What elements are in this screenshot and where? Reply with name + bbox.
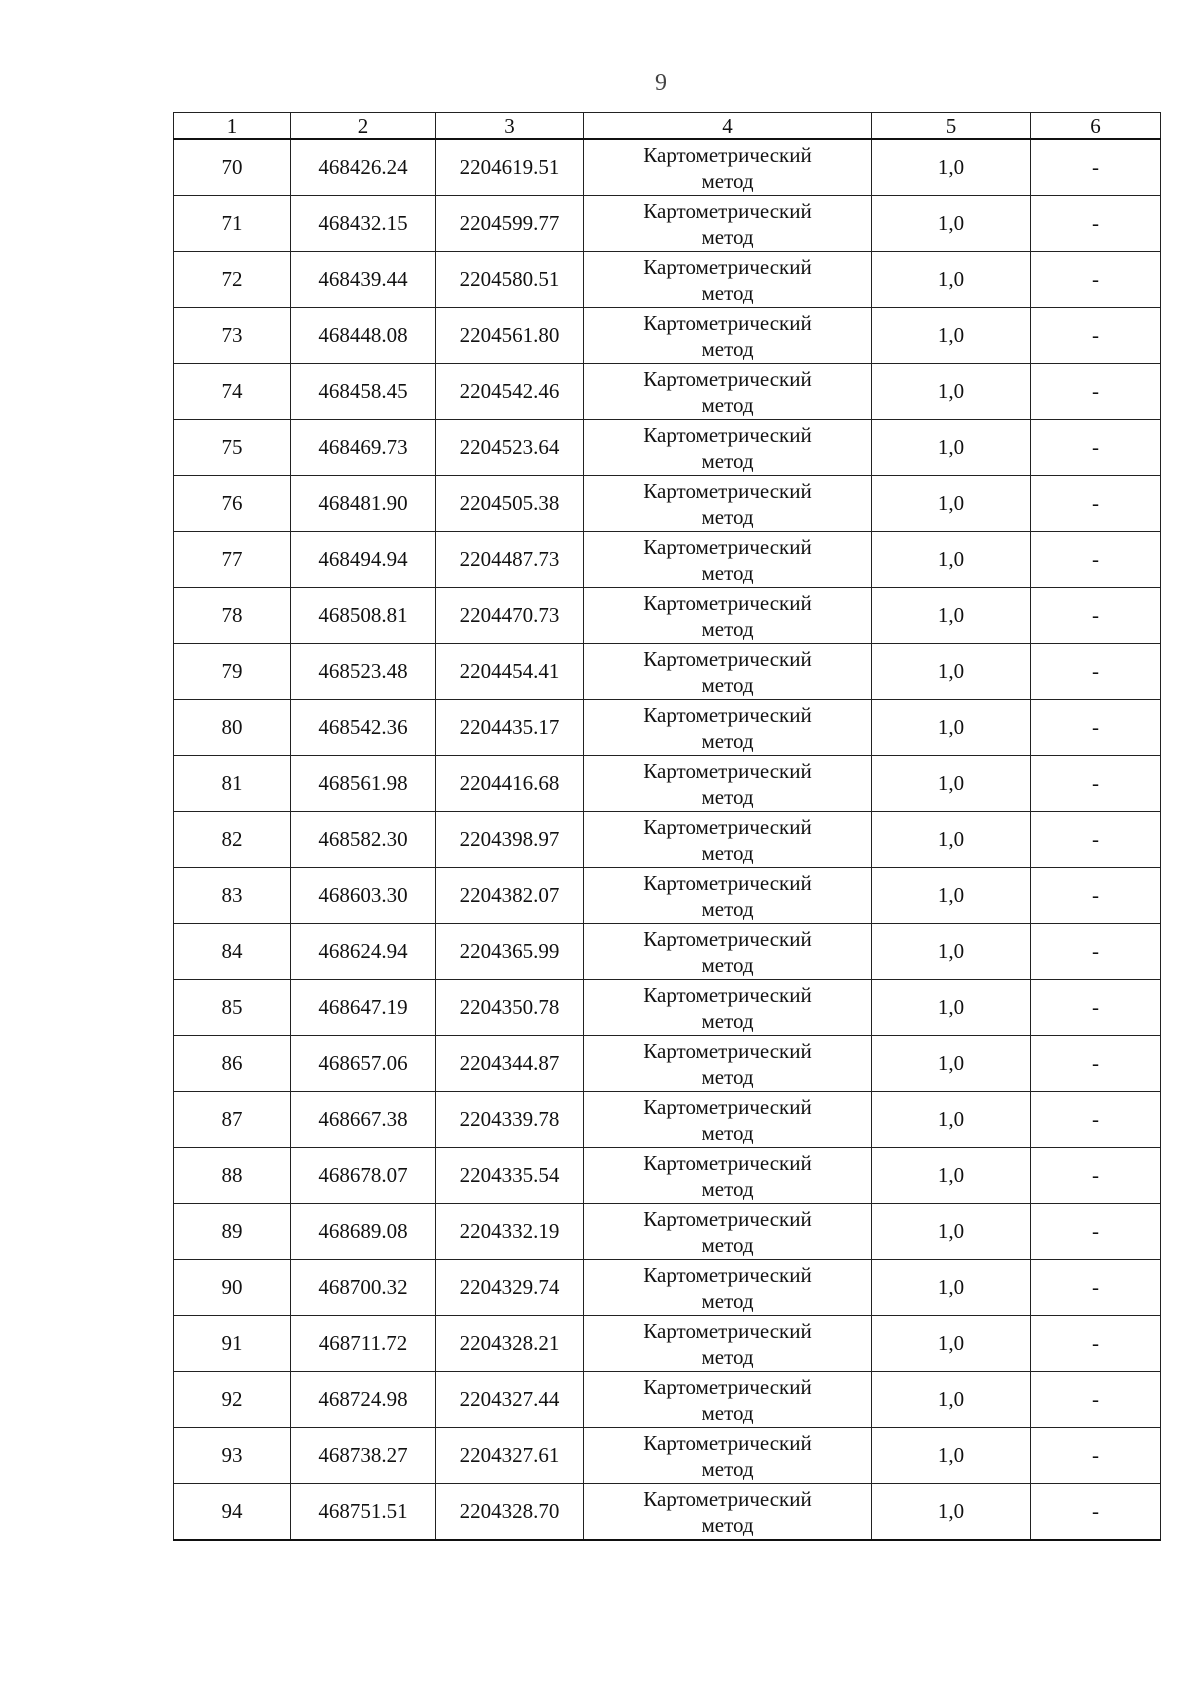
method-line-1: Картометрический <box>643 422 812 447</box>
point-number-cell: 92 <box>174 1372 291 1428</box>
method-line-2: метод <box>701 1176 754 1201</box>
x-coordinate-cell: 468439.44 <box>291 252 436 308</box>
method-line-1: Картометрический <box>643 926 812 951</box>
description-cell: - <box>1031 980 1161 1036</box>
point-number-cell: 74 <box>174 364 291 420</box>
table-row <box>174 420 1161 476</box>
method-cell <box>584 588 872 644</box>
table-row <box>174 1148 1161 1204</box>
y-coordinate-cell: 2204561.80 <box>436 308 584 364</box>
point-number-cell: 84 <box>174 924 291 980</box>
method-line-1: Картометрический <box>643 310 812 335</box>
method-cell <box>584 1372 872 1428</box>
x-coordinate-cell: 468582.30 <box>291 812 436 868</box>
x-coordinate-cell: 468738.27 <box>291 1428 436 1484</box>
accuracy-cell: 1,0 <box>872 1148 1031 1204</box>
y-coordinate-cell: 2204382.07 <box>436 868 584 924</box>
method-cell <box>584 1316 872 1372</box>
y-coordinate-cell: 2204599.77 <box>436 196 584 252</box>
method-line-2: метод <box>701 952 754 977</box>
x-coordinate-cell: 468542.36 <box>291 700 436 756</box>
description-cell: - <box>1031 700 1161 756</box>
description-cell: - <box>1031 252 1161 308</box>
x-coordinate-cell: 468481.90 <box>291 476 436 532</box>
y-coordinate-cell: 2204328.21 <box>436 1316 584 1372</box>
table-row <box>174 139 1161 196</box>
column-header: 5 <box>872 113 1031 140</box>
method-cell <box>584 1484 872 1541</box>
x-coordinate-cell: 468751.51 <box>291 1484 436 1541</box>
accuracy-cell: 1,0 <box>872 756 1031 812</box>
description-cell: - <box>1031 644 1161 700</box>
method-line-1: Картометрический <box>643 870 812 895</box>
table-row <box>174 1372 1161 1428</box>
y-coordinate-cell: 2204327.61 <box>436 1428 584 1484</box>
accuracy-cell: 1,0 <box>872 364 1031 420</box>
description-cell: - <box>1031 1316 1161 1372</box>
table-row <box>174 1316 1161 1372</box>
table-row <box>174 308 1161 364</box>
method-line-2: метод <box>701 672 754 697</box>
accuracy-cell: 1,0 <box>872 1316 1031 1372</box>
y-coordinate-cell: 2204328.70 <box>436 1484 584 1541</box>
y-coordinate-cell: 2204350.78 <box>436 980 584 1036</box>
point-number-cell: 70 <box>174 139 291 196</box>
table-row <box>174 1484 1161 1541</box>
method-cell <box>584 700 872 756</box>
y-coordinate-cell: 2204398.97 <box>436 812 584 868</box>
y-coordinate-cell: 2204327.44 <box>436 1372 584 1428</box>
accuracy-cell: 1,0 <box>872 1092 1031 1148</box>
point-number-cell: 82 <box>174 812 291 868</box>
description-cell: - <box>1031 1204 1161 1260</box>
method-cell <box>584 196 872 252</box>
x-coordinate-cell: 468426.24 <box>291 139 436 196</box>
description-cell: - <box>1031 1092 1161 1148</box>
x-coordinate-cell: 468667.38 <box>291 1092 436 1148</box>
accuracy-cell: 1,0 <box>872 1484 1031 1541</box>
point-number-cell: 85 <box>174 980 291 1036</box>
method-line-1: Картометрический <box>643 1206 812 1231</box>
x-coordinate-cell: 468508.81 <box>291 588 436 644</box>
method-line-1: Картометрический <box>643 1038 812 1063</box>
method-line-2: метод <box>701 1344 754 1369</box>
x-coordinate-cell: 468700.32 <box>291 1260 436 1316</box>
x-coordinate-cell: 468523.48 <box>291 644 436 700</box>
method-line-2: метод <box>701 1120 754 1145</box>
description-cell: - <box>1031 476 1161 532</box>
accuracy-cell: 1,0 <box>872 980 1031 1036</box>
method-line-1: Картометрический <box>643 1318 812 1343</box>
method-line-1: Картометрический <box>643 142 812 167</box>
accuracy-cell: 1,0 <box>872 588 1031 644</box>
method-line-2: метод <box>701 224 754 249</box>
description-cell: - <box>1031 1372 1161 1428</box>
method-line-2: метод <box>701 1512 754 1537</box>
table-row <box>174 1260 1161 1316</box>
point-number-cell: 90 <box>174 1260 291 1316</box>
method-line-1: Картометрический <box>643 814 812 839</box>
method-line-1: Картометрический <box>643 478 812 503</box>
method-cell <box>584 420 872 476</box>
y-coordinate-cell: 2204416.68 <box>436 756 584 812</box>
method-cell <box>584 1428 872 1484</box>
method-line-1: Картометрический <box>643 534 812 559</box>
method-line-2: метод <box>701 392 754 417</box>
y-coordinate-cell: 2204470.73 <box>436 588 584 644</box>
y-coordinate-cell: 2204335.54 <box>436 1148 584 1204</box>
accuracy-cell: 1,0 <box>872 812 1031 868</box>
column-header: 6 <box>1031 113 1161 140</box>
accuracy-cell: 1,0 <box>872 476 1031 532</box>
table-row <box>174 588 1161 644</box>
y-coordinate-cell: 2204523.64 <box>436 420 584 476</box>
point-number-cell: 87 <box>174 1092 291 1148</box>
table-header-row <box>174 113 1161 140</box>
method-line-2: метод <box>701 1232 754 1257</box>
description-cell: - <box>1031 868 1161 924</box>
x-coordinate-cell: 468657.06 <box>291 1036 436 1092</box>
accuracy-cell: 1,0 <box>872 1372 1031 1428</box>
method-cell <box>584 1148 872 1204</box>
point-number-cell: 94 <box>174 1484 291 1541</box>
column-header: 1 <box>174 113 291 140</box>
x-coordinate-cell: 468494.94 <box>291 532 436 588</box>
description-cell: - <box>1031 812 1161 868</box>
accuracy-cell: 1,0 <box>872 1204 1031 1260</box>
method-line-1: Картометрический <box>643 1094 812 1119</box>
method-line-2: метод <box>701 728 754 753</box>
table-row <box>174 1204 1161 1260</box>
table-row <box>174 1092 1161 1148</box>
x-coordinate-cell: 468647.19 <box>291 980 436 1036</box>
table-row <box>174 476 1161 532</box>
method-line-1: Картометрический <box>643 982 812 1007</box>
x-coordinate-cell: 468561.98 <box>291 756 436 812</box>
method-cell <box>584 644 872 700</box>
accuracy-cell: 1,0 <box>872 252 1031 308</box>
x-coordinate-cell: 468448.08 <box>291 308 436 364</box>
method-cell <box>584 364 872 420</box>
description-cell: - <box>1031 139 1161 196</box>
point-number-cell: 81 <box>174 756 291 812</box>
y-coordinate-cell: 2204435.17 <box>436 700 584 756</box>
method-line-2: метод <box>701 1288 754 1313</box>
description-cell: - <box>1031 1484 1161 1541</box>
method-cell <box>584 980 872 1036</box>
method-cell <box>584 139 872 196</box>
y-coordinate-cell: 2204365.99 <box>436 924 584 980</box>
method-cell <box>584 812 872 868</box>
table-row <box>174 756 1161 812</box>
method-line-2: метод <box>701 896 754 921</box>
description-cell: - <box>1031 196 1161 252</box>
y-coordinate-cell: 2204487.73 <box>436 532 584 588</box>
method-cell <box>584 476 872 532</box>
method-line-1: Картометрический <box>643 366 812 391</box>
y-coordinate-cell: 2204619.51 <box>436 139 584 196</box>
x-coordinate-cell: 468724.98 <box>291 1372 436 1428</box>
table-row <box>174 364 1161 420</box>
x-coordinate-cell: 468711.72 <box>291 1316 436 1372</box>
method-line-2: метод <box>701 616 754 641</box>
x-coordinate-cell: 468624.94 <box>291 924 436 980</box>
method-line-2: метод <box>701 1008 754 1033</box>
table-row <box>174 196 1161 252</box>
accuracy-cell: 1,0 <box>872 868 1031 924</box>
table-row <box>174 252 1161 308</box>
point-number-cell: 80 <box>174 700 291 756</box>
description-cell: - <box>1031 364 1161 420</box>
accuracy-cell: 1,0 <box>872 308 1031 364</box>
accuracy-cell: 1,0 <box>872 420 1031 476</box>
y-coordinate-cell: 2204580.51 <box>436 252 584 308</box>
method-cell <box>584 252 872 308</box>
table-row <box>174 812 1161 868</box>
point-number-cell: 78 <box>174 588 291 644</box>
point-number-cell: 76 <box>174 476 291 532</box>
method-line-2: метод <box>701 560 754 585</box>
method-line-2: метод <box>701 840 754 865</box>
method-cell <box>584 1204 872 1260</box>
description-cell: - <box>1031 1148 1161 1204</box>
accuracy-cell: 1,0 <box>872 196 1031 252</box>
x-coordinate-cell: 468458.45 <box>291 364 436 420</box>
method-line-1: Картометрический <box>643 590 812 615</box>
y-coordinate-cell: 2204344.87 <box>436 1036 584 1092</box>
method-line-1: Картометрический <box>643 1150 812 1175</box>
method-line-1: Картометрический <box>643 758 812 783</box>
point-number-cell: 71 <box>174 196 291 252</box>
point-number-cell: 77 <box>174 532 291 588</box>
accuracy-cell: 1,0 <box>872 1036 1031 1092</box>
description-cell: - <box>1031 924 1161 980</box>
method-cell <box>584 1260 872 1316</box>
point-number-cell: 89 <box>174 1204 291 1260</box>
description-cell: - <box>1031 532 1161 588</box>
table-row <box>174 644 1161 700</box>
accuracy-cell: 1,0 <box>872 532 1031 588</box>
method-line-1: Картометрический <box>643 702 812 727</box>
method-cell <box>584 868 872 924</box>
coordinates-table <box>173 112 1161 1541</box>
method-line-1: Картометрический <box>643 1486 812 1511</box>
table-row <box>174 924 1161 980</box>
description-cell: - <box>1031 1428 1161 1484</box>
x-coordinate-cell: 468678.07 <box>291 1148 436 1204</box>
accuracy-cell: 1,0 <box>872 1428 1031 1484</box>
table-row <box>174 980 1161 1036</box>
y-coordinate-cell: 2204329.74 <box>436 1260 584 1316</box>
point-number-cell: 86 <box>174 1036 291 1092</box>
method-cell <box>584 308 872 364</box>
x-coordinate-cell: 468689.08 <box>291 1204 436 1260</box>
column-header: 3 <box>436 113 584 140</box>
description-cell: - <box>1031 420 1161 476</box>
description-cell: - <box>1031 1036 1161 1092</box>
point-number-cell: 83 <box>174 868 291 924</box>
method-line-2: метод <box>701 1064 754 1089</box>
point-number-cell: 91 <box>174 1316 291 1372</box>
column-header: 2 <box>291 113 436 140</box>
description-cell: - <box>1031 756 1161 812</box>
table-row <box>174 868 1161 924</box>
accuracy-cell: 1,0 <box>872 924 1031 980</box>
point-number-cell: 75 <box>174 420 291 476</box>
method-cell <box>584 1092 872 1148</box>
y-coordinate-cell: 2204332.19 <box>436 1204 584 1260</box>
column-header: 4 <box>584 113 872 140</box>
accuracy-cell: 1,0 <box>872 139 1031 196</box>
y-coordinate-cell: 2204505.38 <box>436 476 584 532</box>
accuracy-cell: 1,0 <box>872 644 1031 700</box>
point-number-cell: 88 <box>174 1148 291 1204</box>
y-coordinate-cell: 2204339.78 <box>436 1092 584 1148</box>
x-coordinate-cell: 468603.30 <box>291 868 436 924</box>
method-line-1: Картометрический <box>643 198 812 223</box>
method-line-1: Картометрический <box>643 646 812 671</box>
page-number: 9 <box>655 70 667 96</box>
table-row <box>174 700 1161 756</box>
method-cell <box>584 1036 872 1092</box>
description-cell: - <box>1031 308 1161 364</box>
method-cell <box>584 756 872 812</box>
point-number-cell: 93 <box>174 1428 291 1484</box>
method-line-2: метод <box>701 784 754 809</box>
method-line-2: метод <box>701 336 754 361</box>
accuracy-cell: 1,0 <box>872 1260 1031 1316</box>
description-cell: - <box>1031 1260 1161 1316</box>
method-line-1: Картометрический <box>643 1430 812 1455</box>
y-coordinate-cell: 2204542.46 <box>436 364 584 420</box>
table-row <box>174 1428 1161 1484</box>
method-cell <box>584 532 872 588</box>
point-number-cell: 79 <box>174 644 291 700</box>
method-cell <box>584 924 872 980</box>
method-line-1: Картометрический <box>643 1262 812 1287</box>
method-line-1: Картометрический <box>643 254 812 279</box>
method-line-2: метод <box>701 280 754 305</box>
method-line-2: метод <box>701 1400 754 1425</box>
method-line-2: метод <box>701 448 754 473</box>
table-row <box>174 532 1161 588</box>
method-line-2: метод <box>701 168 754 193</box>
point-number-cell: 72 <box>174 252 291 308</box>
description-cell: - <box>1031 588 1161 644</box>
y-coordinate-cell: 2204454.41 <box>436 644 584 700</box>
point-number-cell: 73 <box>174 308 291 364</box>
table-row <box>174 1036 1161 1092</box>
table-body <box>174 139 1161 1540</box>
x-coordinate-cell: 468432.15 <box>291 196 436 252</box>
method-line-2: метод <box>701 1456 754 1481</box>
method-line-1: Картометрический <box>643 1374 812 1399</box>
x-coordinate-cell: 468469.73 <box>291 420 436 476</box>
method-line-2: метод <box>701 504 754 529</box>
accuracy-cell: 1,0 <box>872 700 1031 756</box>
